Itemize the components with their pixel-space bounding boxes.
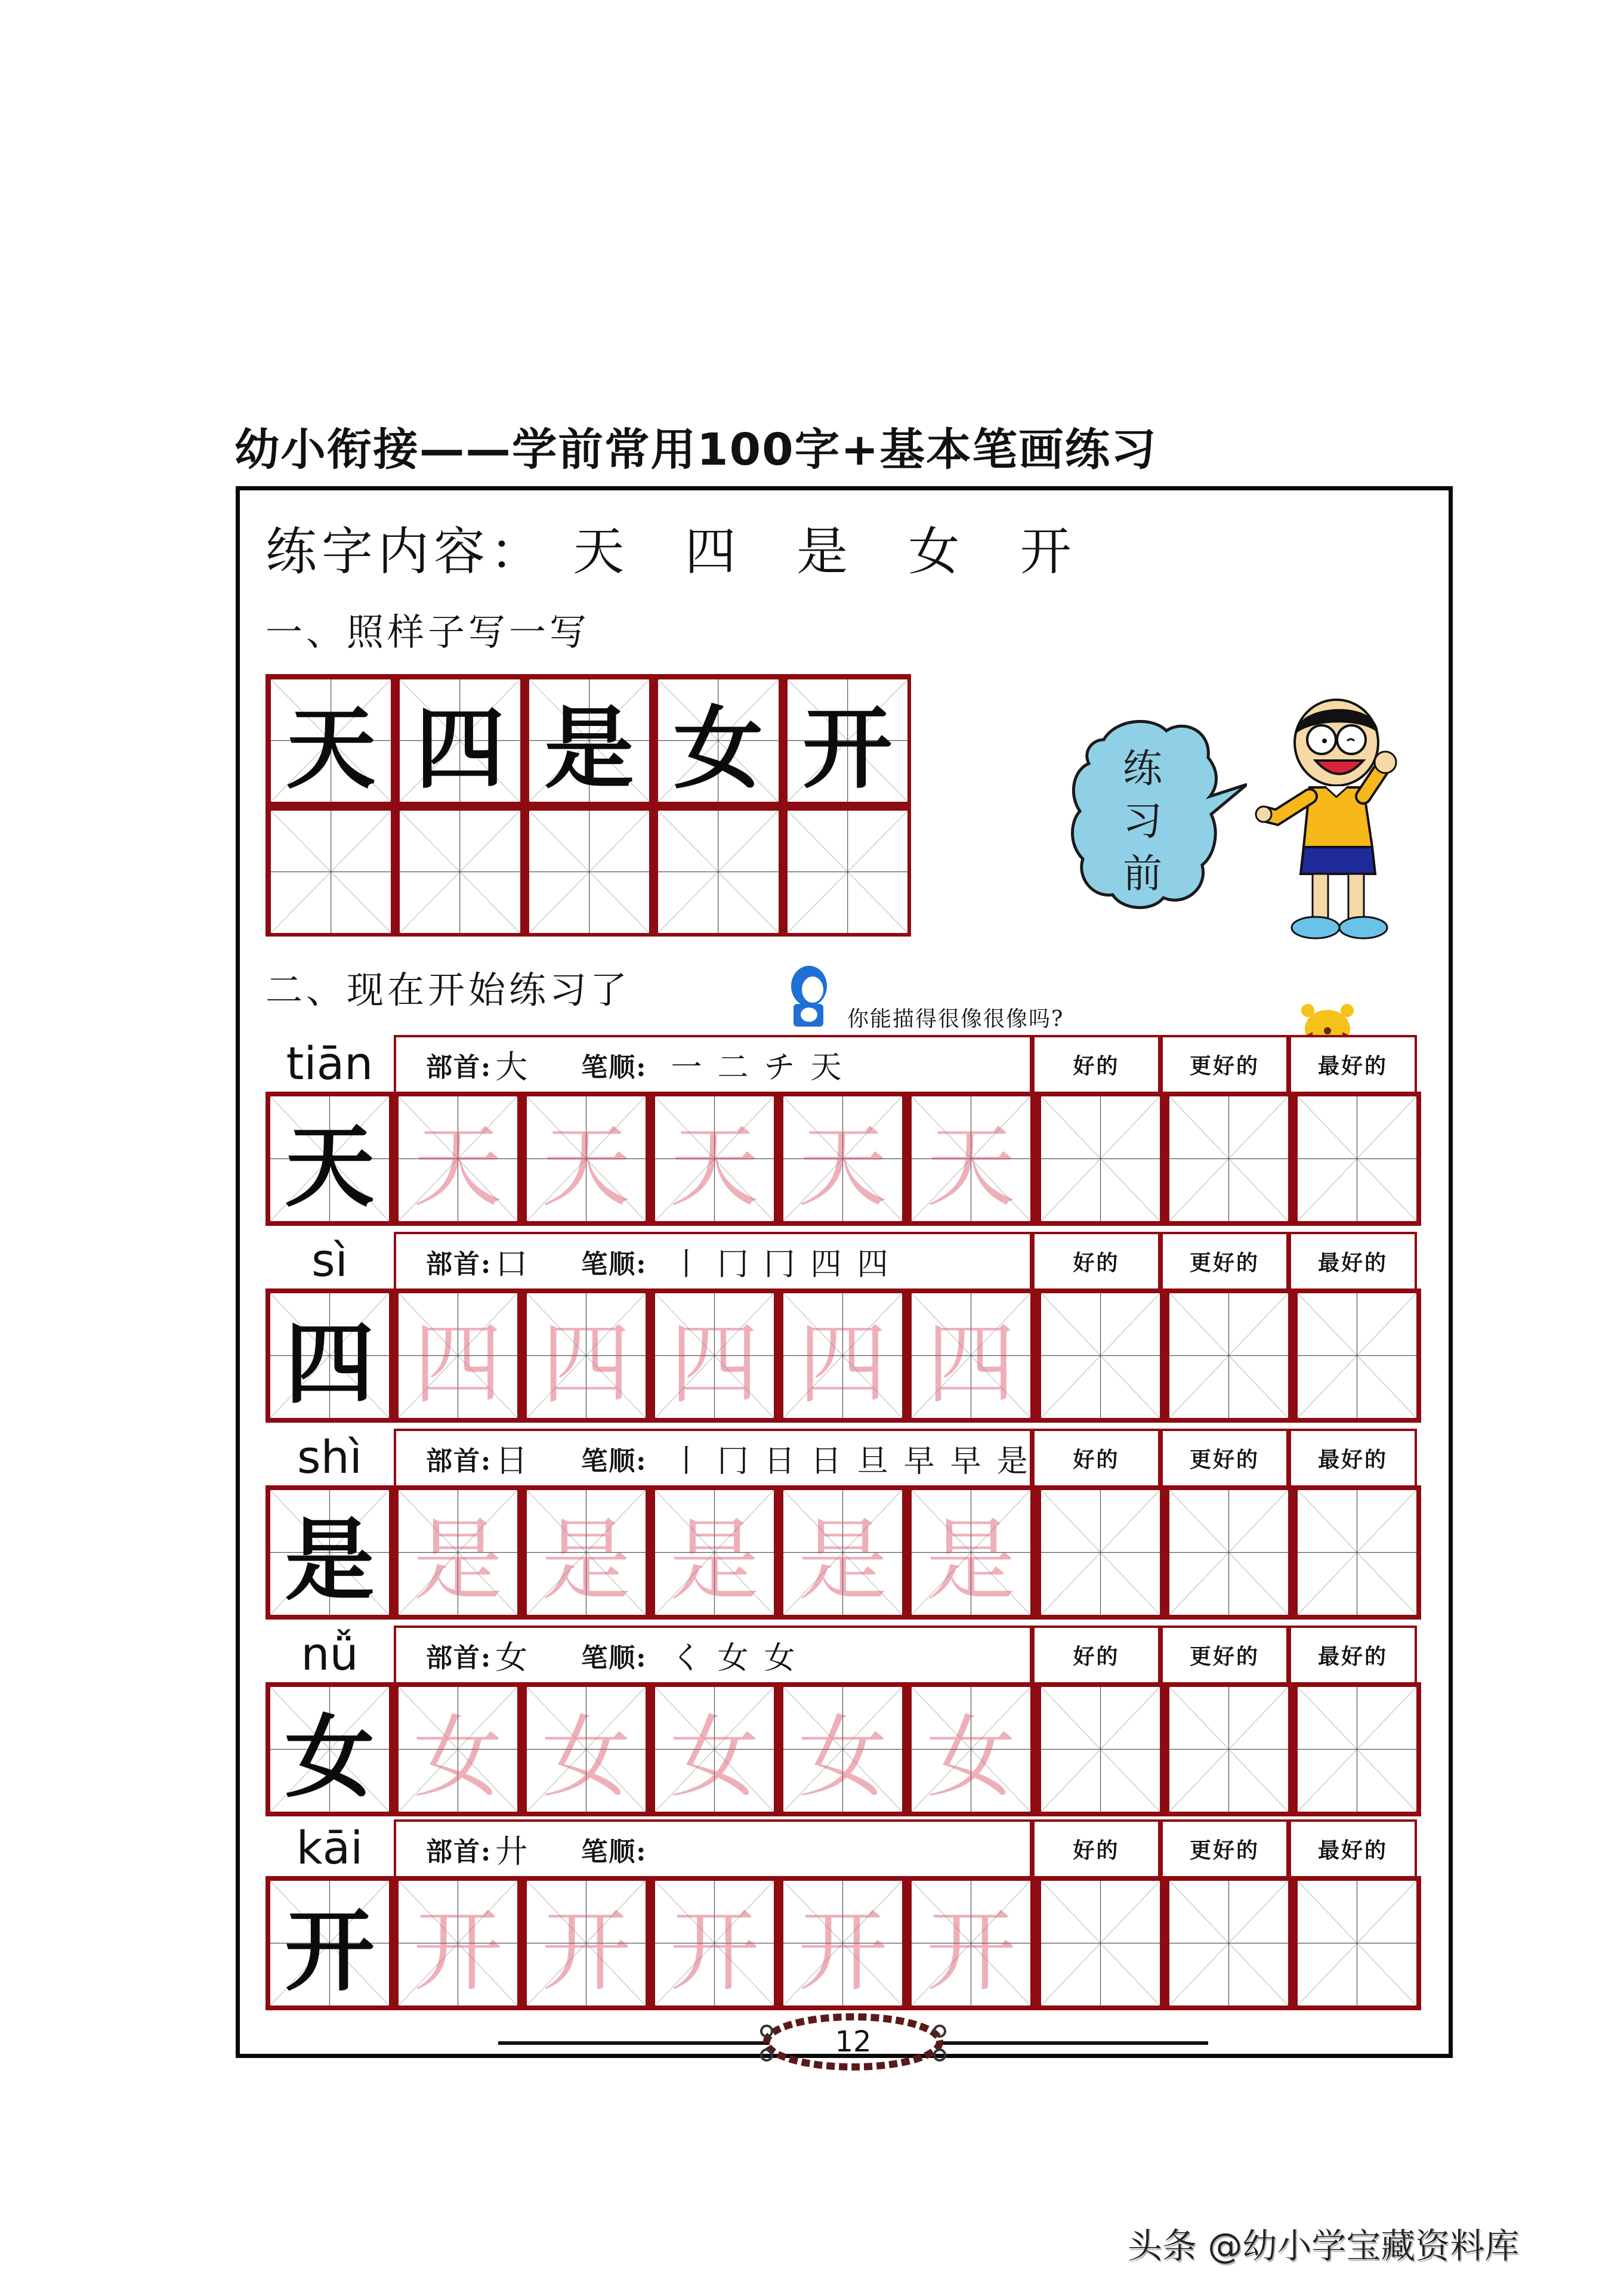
self-practice-cell[interactable]	[1041, 1687, 1160, 1812]
mi-grid-guide-icon	[271, 811, 391, 933]
radical-value: 女	[495, 1639, 528, 1676]
stroke-step: チ	[764, 1050, 795, 1086]
self-practice-cell[interactable]	[1169, 1687, 1288, 1812]
self-practice-cell[interactable]	[1041, 1096, 1160, 1221]
cell-character: 女	[413, 1705, 503, 1810]
mi-grid-guide-icon	[1041, 1490, 1160, 1615]
trace-cell[interactable]	[399, 1490, 517, 1615]
stroke-step: 早	[903, 1444, 935, 1479]
self-practice-cell[interactable]	[1298, 1687, 1416, 1812]
stroke-step: 丨	[671, 1444, 702, 1479]
trace-cell[interactable]	[912, 1490, 1030, 1615]
model-character-cell	[270, 1490, 389, 1615]
practice-row-4	[265, 1819, 1420, 2015]
practice-grid-row	[265, 1876, 1421, 2010]
rating-header-1: 更好的	[1160, 1232, 1289, 1288]
cell-character: 是	[798, 1509, 888, 1613]
content-char: 是	[796, 522, 853, 582]
practice-row-0	[265, 1035, 1420, 1231]
trace-cell[interactable]	[527, 1881, 646, 2005]
cell-character: 开	[541, 1899, 631, 2004]
practice-grid-row	[265, 1485, 1421, 1620]
model-character-cell	[270, 1293, 389, 1418]
stroke-step: 四	[857, 1247, 888, 1283]
cell-character: 天	[669, 1115, 759, 1219]
cell-character: 女	[673, 696, 763, 801]
tracing-hint-text: 你能描得很像很像吗?	[847, 1007, 1064, 1031]
cell-character: 天	[541, 1115, 631, 1219]
character-info	[394, 1232, 1032, 1288]
trace-cell[interactable]	[527, 1293, 646, 1418]
page-number: 12	[835, 2025, 872, 2059]
mi-grid-guide-icon	[658, 811, 778, 933]
stroke-step: 日	[764, 1444, 795, 1479]
section-2-heading: 二、现在开始练习了	[265, 968, 631, 1012]
radical-label: 部首:	[426, 1445, 492, 1476]
pinyin: kāi	[296, 1821, 363, 1874]
example-cell	[788, 679, 907, 802]
cell-character: 四	[415, 696, 505, 801]
trace-cell[interactable]	[655, 1687, 774, 1812]
character-info	[394, 1429, 1032, 1485]
worksheet-title: 幼小衔接——学前常用100字+基本笔画练习	[234, 424, 1157, 475]
stroke-order-sequence	[671, 1633, 811, 1677]
trace-cell[interactable]	[783, 1293, 902, 1418]
trace-cell[interactable]	[527, 1687, 646, 1812]
practice-content-line	[265, 510, 1076, 584]
writing-cell[interactable]	[529, 811, 649, 933]
stroke-step: 冂	[717, 1247, 749, 1283]
trace-cell[interactable]	[783, 1881, 902, 2005]
trace-cell[interactable]	[783, 1096, 902, 1221]
mi-grid-guide-icon	[1041, 1096, 1160, 1221]
mi-grid-guide-icon	[1169, 1687, 1288, 1812]
pinyin: nǚ	[301, 1627, 359, 1680]
self-practice-cell[interactable]	[1041, 1490, 1160, 1615]
rating-header-2: 最好的	[1289, 1035, 1417, 1092]
stroke-step: 四	[810, 1247, 842, 1283]
stroke-step: 二	[717, 1050, 749, 1086]
cell-character: 开	[802, 696, 893, 801]
example-cell	[658, 679, 778, 802]
stroke-step: 丨	[671, 1247, 702, 1283]
section-1-heading: 一、照样子写一写	[265, 610, 591, 654]
example-cell	[400, 679, 520, 802]
rating-header-1: 更好的	[1160, 1429, 1289, 1485]
content-char: 天	[573, 522, 629, 582]
content-char: 开	[1020, 522, 1076, 582]
character-info	[394, 1035, 1032, 1092]
mi-grid-guide-icon	[1298, 1293, 1416, 1418]
character-info	[394, 1626, 1032, 1682]
self-practice-cell[interactable]	[1298, 1490, 1416, 1615]
stroke-order-label: 笔顺:	[581, 1249, 647, 1280]
writing-cell[interactable]	[400, 811, 520, 933]
content-label: 练字内容：	[265, 522, 546, 582]
self-practice-cell[interactable]	[1298, 1293, 1416, 1418]
self-practice-cell[interactable]	[1298, 1096, 1416, 1221]
content-char: 女	[908, 522, 965, 582]
pinyin: shì	[297, 1430, 362, 1484]
practice-row-3	[265, 1626, 1420, 1821]
cell-character: 四	[669, 1312, 759, 1416]
self-practice-cell[interactable]	[1041, 1293, 1160, 1418]
stroke-order-label: 笔顺:	[581, 1642, 647, 1673]
self-practice-cell[interactable]	[1298, 1881, 1416, 2005]
rating-header-0: 好的	[1032, 1035, 1160, 1092]
cell-character: 是	[926, 1509, 1016, 1613]
writing-cell[interactable]	[271, 811, 391, 933]
mi-grid-guide-icon	[1041, 1293, 1160, 1418]
trace-cell[interactable]	[912, 1293, 1030, 1418]
bubble-text: 练习前	[1123, 746, 1162, 897]
rating-header-0: 好的	[1032, 1626, 1160, 1682]
pinyin: sì	[311, 1234, 348, 1287]
cell-character: 女	[285, 1704, 375, 1810]
character-info	[394, 1819, 1032, 1876]
cell-character: 四	[926, 1312, 1016, 1416]
rating-header-2: 最好的	[1289, 1626, 1417, 1682]
stroke-order-sequence	[671, 1436, 1090, 1481]
mi-grid-guide-icon	[1169, 1293, 1288, 1418]
stroke-step: 一	[671, 1050, 702, 1086]
copy-example-grid	[265, 674, 911, 937]
page-number-badge	[749, 2007, 958, 2076]
cell-character: 四	[413, 1312, 503, 1416]
rating-header-1: 更好的	[1160, 1626, 1289, 1682]
cell-character: 女	[798, 1705, 888, 1810]
cell-character: 开	[926, 1899, 1016, 2004]
stroke-step: く	[671, 1640, 702, 1676]
mi-grid-guide-icon	[1298, 1881, 1416, 2005]
cell-character: 是	[413, 1509, 503, 1613]
mi-grid-guide-icon	[1298, 1490, 1416, 1615]
mi-grid-guide-icon	[400, 811, 520, 933]
radical-label: 部首:	[426, 1249, 492, 1280]
cell-character: 开	[413, 1899, 503, 2004]
trace-cell[interactable]	[655, 1881, 774, 2005]
cartoon-boy-illustration	[1253, 692, 1432, 942]
cell-character: 天	[286, 696, 376, 801]
trace-cell[interactable]	[399, 1881, 517, 2005]
cell-character: 天	[798, 1115, 888, 1219]
watermark: 头条 @幼小学宝藏资料库	[1128, 2226, 1520, 2266]
cell-character: 天	[413, 1115, 503, 1219]
stroke-order-label: 笔顺:	[581, 1836, 647, 1867]
stroke-step: 女	[764, 1640, 795, 1676]
cell-character: 是	[669, 1509, 759, 1613]
stroke-order-label: 笔顺:	[581, 1445, 647, 1476]
example-cell	[271, 679, 391, 802]
mi-grid-guide-icon	[1169, 1490, 1288, 1615]
stroke-step: 女	[717, 1640, 749, 1676]
cell-character: 四	[285, 1311, 375, 1416]
practice-grid-row	[265, 1288, 1421, 1423]
content-char: 四	[684, 522, 741, 582]
cell-character: 四	[541, 1312, 631, 1416]
trace-cell[interactable]	[399, 1687, 517, 1812]
example-cell	[529, 679, 649, 802]
self-practice-cell[interactable]	[1169, 1096, 1288, 1221]
pinyin: tiān	[286, 1037, 373, 1090]
trace-cell[interactable]	[655, 1293, 774, 1418]
practice-row-1	[265, 1232, 1420, 1427]
cell-character: 天	[285, 1114, 375, 1219]
rating-header-0: 好的	[1032, 1429, 1160, 1485]
stroke-step: 天	[810, 1050, 842, 1086]
practice-grid-row	[265, 1092, 1421, 1226]
content-chars	[546, 522, 1076, 582]
mi-grid-guide-icon	[529, 811, 649, 933]
trace-cell[interactable]	[912, 1096, 1030, 1221]
doraemon-mascot-icon	[788, 963, 830, 1029]
trace-cell[interactable]	[783, 1490, 902, 1615]
self-practice-cell[interactable]	[1169, 1881, 1288, 2005]
self-practice-cell[interactable]	[1041, 1881, 1160, 2005]
cell-character: 开	[798, 1899, 888, 2004]
radical-value: 大	[495, 1048, 528, 1086]
trace-cell[interactable]	[655, 1490, 774, 1615]
cell-character: 是	[285, 1507, 375, 1613]
cell-character: 女	[669, 1705, 759, 1810]
mi-grid-guide-icon	[1298, 1096, 1416, 1221]
stroke-step: 旦	[857, 1444, 888, 1479]
model-character-cell	[270, 1096, 389, 1221]
stroke-order-sequence	[671, 1042, 857, 1087]
practice-grid-row	[265, 1682, 1421, 1816]
trace-cell[interactable]	[527, 1490, 646, 1615]
rating-header-2: 最好的	[1289, 1429, 1417, 1485]
trace-cell[interactable]	[655, 1096, 774, 1221]
stroke-step: 是	[996, 1444, 1028, 1479]
stroke-order-label: 笔顺:	[581, 1052, 647, 1083]
rating-header-2: 最好的	[1289, 1819, 1417, 1876]
trace-cell[interactable]	[399, 1293, 517, 1418]
trace-cell[interactable]	[527, 1096, 646, 1221]
radical-label: 部首:	[426, 1052, 492, 1083]
stroke-step: 早	[950, 1444, 981, 1479]
mi-grid-guide-icon	[1169, 1881, 1288, 2005]
radical-value: 日	[495, 1442, 528, 1479]
trace-cell[interactable]	[912, 1687, 1030, 1812]
rating-header-1: 更好的	[1160, 1819, 1289, 1876]
mi-grid-guide-icon	[1298, 1687, 1416, 1812]
rating-header-0: 好的	[1032, 1232, 1160, 1288]
radical-value: 口	[495, 1245, 528, 1283]
cell-character: 是	[541, 1509, 631, 1613]
cell-character: 开	[669, 1899, 759, 2004]
stroke-step: 日	[810, 1444, 842, 1479]
radical-label: 部首:	[426, 1836, 492, 1867]
writing-cell[interactable]	[658, 811, 778, 933]
self-practice-cell[interactable]	[1169, 1293, 1288, 1418]
mi-grid-guide-icon	[788, 811, 907, 933]
trace-cell[interactable]	[399, 1096, 517, 1221]
cell-character: 天	[926, 1115, 1016, 1219]
self-practice-cell[interactable]	[1169, 1490, 1288, 1615]
mi-grid-guide-icon	[1041, 1687, 1160, 1812]
mi-grid-guide-icon	[1041, 1881, 1160, 2005]
model-character-cell	[270, 1881, 389, 2005]
writing-cell[interactable]	[788, 811, 907, 933]
stroke-step: 冂	[717, 1444, 749, 1479]
mi-grid-guide-icon	[1169, 1096, 1288, 1221]
cell-character: 是	[544, 696, 634, 801]
rating-header-1: 更好的	[1160, 1035, 1289, 1092]
trace-cell[interactable]	[912, 1881, 1030, 2005]
trace-cell[interactable]	[783, 1687, 902, 1812]
stroke-order-sequence	[671, 1239, 904, 1284]
cell-character: 女	[926, 1705, 1016, 1810]
model-character-cell	[270, 1687, 389, 1812]
cell-character: 开	[285, 1898, 375, 2004]
cell-character: 女	[541, 1705, 631, 1810]
practice-row-2	[265, 1429, 1420, 1624]
stroke-step: 冂	[764, 1247, 795, 1283]
radical-value: 廾	[495, 1833, 528, 1870]
rating-header-0: 好的	[1032, 1819, 1160, 1876]
cell-character: 四	[798, 1312, 888, 1416]
rating-header-2: 最好的	[1289, 1232, 1417, 1288]
radical-label: 部首:	[426, 1642, 492, 1673]
